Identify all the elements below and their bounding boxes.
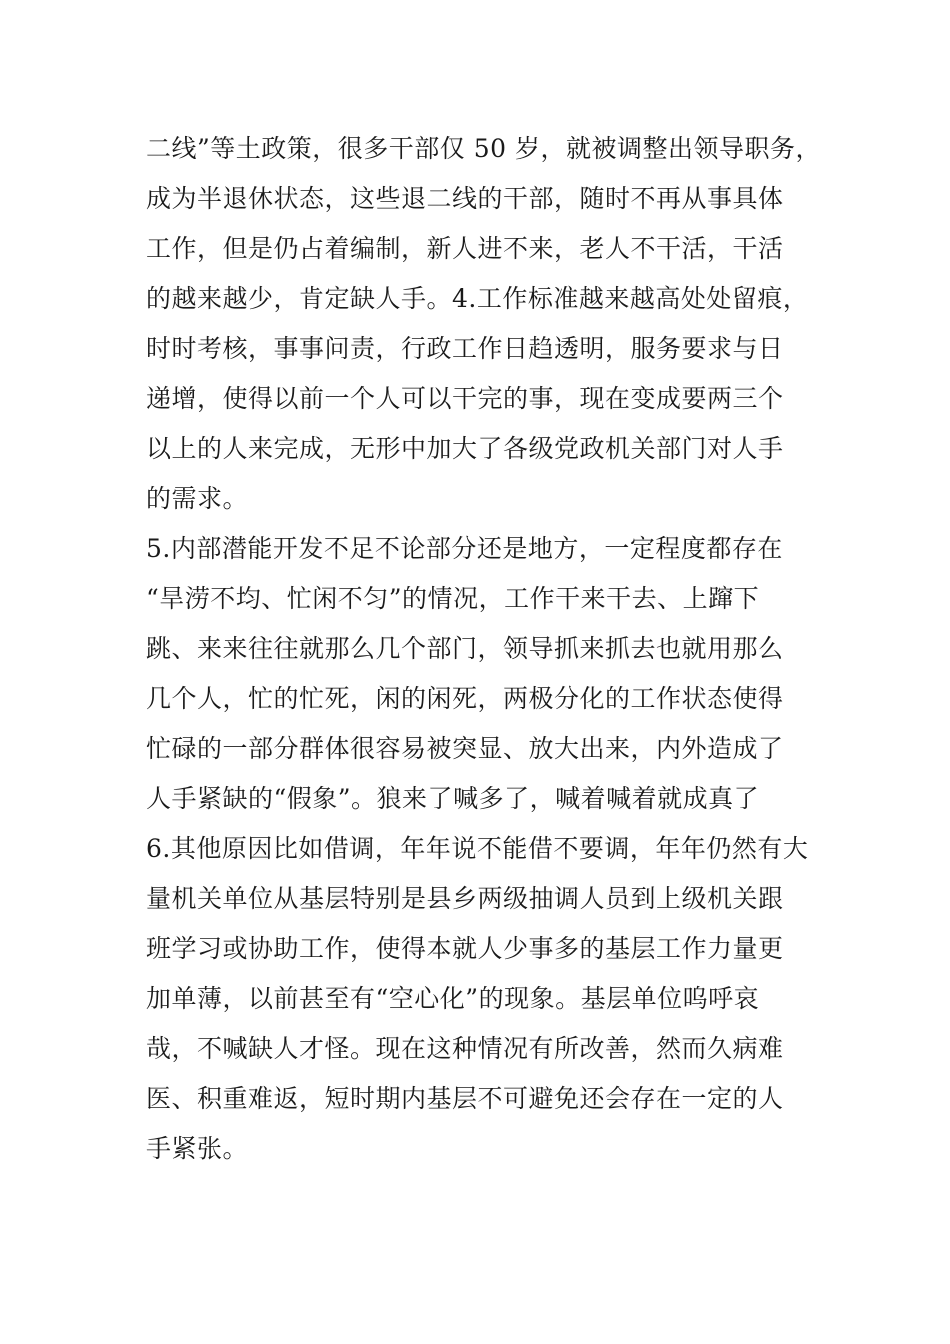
text-line: 忙碌的一部分群体很容易被突显、放大出来，内外造成了 (146, 734, 784, 763)
text-line: 人手紧缺的“假象”。狼来了喊多了，喊着喊着就成真了 (146, 784, 760, 813)
text-line: 哉，不喊缺人才怪。现在这种情况有所改善，然而久病难 (146, 1034, 784, 1063)
text-line: 几个人，忙的忙死，闲的闲死，两极分化的工作状态使得 (146, 684, 784, 713)
text-line: 跳、来来往往就那么几个部门，领导抓来抓去也就用那么 (146, 634, 784, 663)
text-line: 的越来越少，肯定缺人手。4.工作标准越来越高处处留痕， (146, 284, 809, 313)
text-line: 班学习或协助工作，使得本就人少事多的基层工作力量更 (146, 934, 784, 963)
text-line: 6.其他原因比如借调，年年说不能借不要调，年年仍然有大 (146, 834, 809, 863)
text-line: 递增，使得以前一个人可以干完的事，现在变成要两三个 (146, 384, 784, 413)
text-line: 医、积重难返，短时期内基层不可避免还会存在一定的人 (146, 1084, 784, 1113)
text-line: 时时考核，事事问责，行政工作日趋透明，服务要求与日 (146, 334, 784, 363)
text-line: 的需求。 (146, 484, 249, 513)
text-line: “旱涝不均、忙闲不匀”的情况，工作干来干去、上蹿下 (146, 584, 760, 613)
text-line: 加单薄，以前甚至有“空心化”的现象。基层单位呜呼哀 (146, 984, 760, 1013)
text-line: 5.内部潜能开发不足不论部分还是地方，一定程度都存在 (146, 534, 783, 563)
text-line: 二线”等土政策，很多干部仅 50 岁，就被调整出领导职务， (146, 134, 821, 163)
text-line: 手紧张。 (146, 1134, 249, 1163)
body-text (146, 124, 821, 1174)
text-line: 量机关单位从基层特别是县乡两级抽调人员到上级机关跟 (146, 884, 784, 913)
text-line: 工作，但是仍占着编制，新人进不来，老人不干活，干活 (146, 234, 784, 263)
text-line: 成为半退休状态，这些退二线的干部，随时不再从事具体 (146, 184, 784, 213)
text-line: 以上的人来完成，无形中加大了各级党政机关部门对人手 (146, 434, 784, 463)
